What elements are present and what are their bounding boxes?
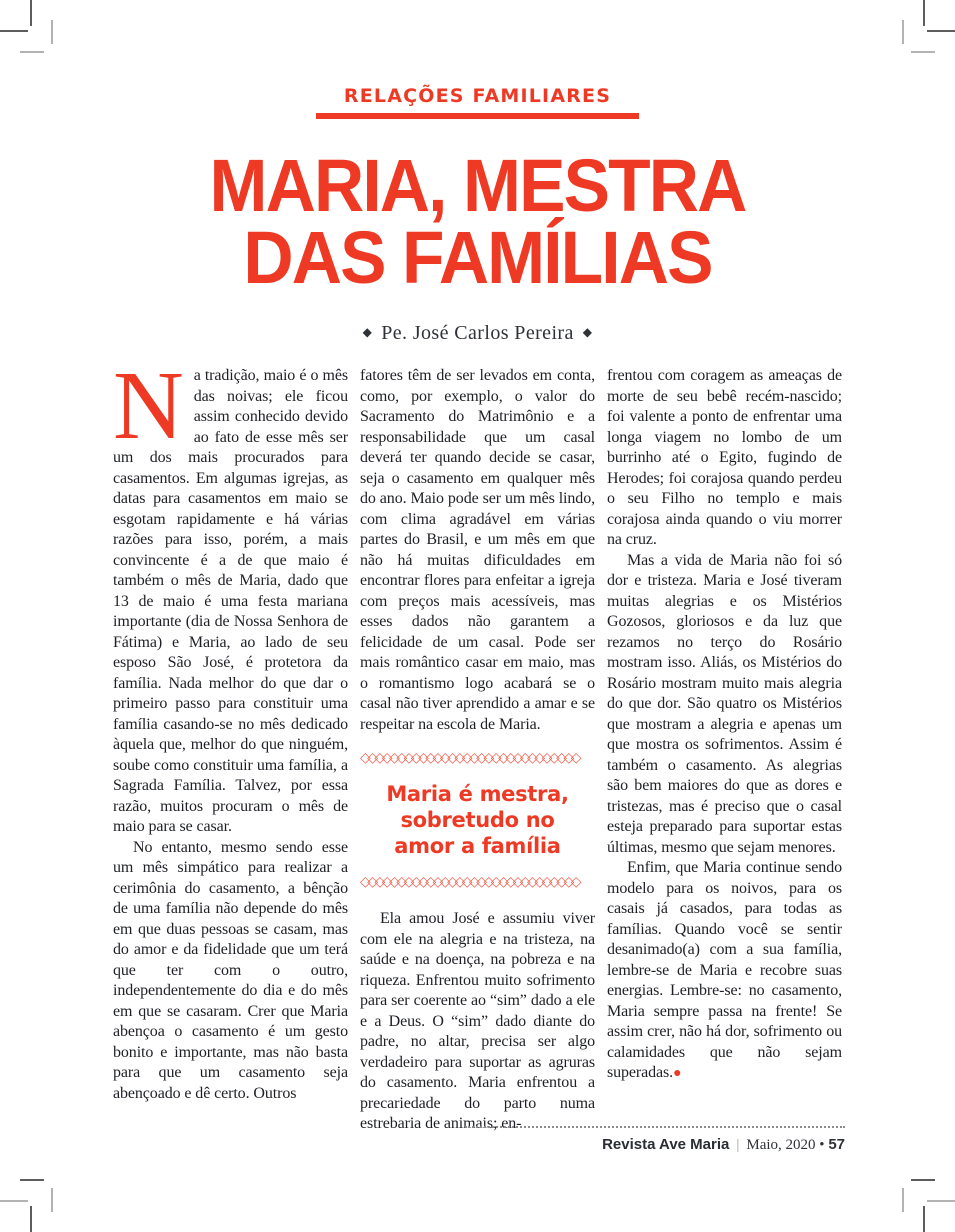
title-line-1: MARIA, MESTRA [209,144,746,227]
article-body [113,352,843,1135]
paragraph [607,858,842,1085]
pull-quote-line: sobretudo no [400,808,555,832]
author-name: Pe. José Carlos Pereira [381,322,574,344]
column-3 [607,366,842,1135]
issue-date: Maio, 2020 [746,1137,816,1153]
paragraph [113,352,348,838]
paragraph: Mas a vida de Maria não foi só dor e tristeza. Maria e José tiveram muitas alegrias e os Mistérios Gozosos, gloriosos e da luz que rezamos no terço do Rosário mostram isso. Aliás, os Mistérios do Rosário mostram muito mais alegria do que dor. São quatro os Mistérios que mostram a alegria e apenas um que mostra os sofrimentos. Assim é também o casamento. As alegrias são bem maiores do que as dores e tristezas, mas é preciso que o casal esteja preparado para suportar estas últimas, mesmo que sejam menores. [607,551,842,856]
column-2 [360,366,595,1135]
section-kicker: RELAÇÕES FAMILIARES [343,85,612,107]
paragraph: Ela amou José e assumiu viver com ele na alegria e na tristeza, na saúde e na doença, na pobreza e na riqueza. Enfrentou muito sofrimento para ser coerente ao “sim” dado a ele e a Deus. O “sim” dado diante do padre, no altar, precisa ser algo verdadeiro para suportar as agruras do casamento. Maria enfrentou a precariedade do parto numa estrebaria de animais; en- [360,910,595,1132]
end-mark: ● [673,1066,682,1081]
diamond-divider: ◇◇◇◇◇◇◇◇◇◇◇◇◇◇◇◇◇◇◇◇◇◇◇◇◇◇◇◇◇◇ [360,875,578,889]
footer-separator: | [736,1137,740,1153]
pull-quote-line: amor a família [394,834,561,858]
page-number: 57 [828,1136,845,1153]
diamond-icon: ◆ [362,325,373,339]
title-line-2: DAS FAMÍLIAS [243,216,712,299]
diamond-divider: ◇◇◇◇◇◇◇◇◇◇◇◇◇◇◇◇◇◇◇◇◇◇◇◇◇◇◇◇◇◇ [360,751,578,765]
footer-bullet: • [819,1137,825,1153]
drop-cap: N [113,352,184,460]
paragraph: fatores têm de ser levados em conta, como, por exemplo, o valor do Sacramento do Matrimônio e a responsabilidade que um casal deverá ter quando decide se casar, seja o casamento em qualquer mês do ano. Maio pode ser um mês lindo, com clima agradável em várias partes do Brasil, e um mês em que não há muitas dificuldades em encontrar flores para enfeitar a igreja com preços mais acessíveis, mas esses dados não garantem a felicidade de um casal. Pode ser mais romântico casar em maio, mas o romantismo logo acabará se o casal não tiver aprendido a amar e se respeitar na escola de Maria. [360,367,595,733]
paragraph: frentou com coragem as ameaças de morte de seu bebê recém-nascido; foi valente a ponto de enfrentar uma longa viagem no lombo de um burrinho até o Egito, fugindo de Herodes; foi corajosa quando perdeu o seu Filho no templo e mais corajosa ainda quando o viu morrer na cruz. [607,367,842,548]
byline [0,320,955,345]
footer-credit [465,1136,845,1154]
article-title [0,144,955,299]
kicker-underline [316,113,639,119]
paragraph-text: Enfim, que Maria continue sendo modelo para os noivos, para os casais já casados, para todas as famílias. Quando você se sentir desanimado(a) com a sua família, lembre-se de Maria e recobre suas energias. Lembre-se: no casamento, Maria sempre passa na frente! Se assim crer, não há dor, sofrimento ou calamidades que não sejam superadas. [607,859,842,1081]
column-1 [113,352,348,1135]
pull-quote-line: Maria é mestra, [386,782,569,806]
magazine-name: Revista Ave Maria [602,1136,730,1153]
paragraph-text: a tradição, maio é o mês das noivas; ele ficou assim conhecido devido ao fato de esse mês ser um dos mais procurados para casamentos. Em algumas igrejas, as datas para casamentos em maio se esgotam rapidamente e há várias razões para isso, porém, a mais convincente é a de que maio é também o mês de Maria, dado que 13 de maio é uma festa mariana importante (dia de Nossa Senhora de Fátima) e Maria, ao lado de seu esposo São José, é protetora da família. Nada melhor do que dar o primeiro passo para constituir uma família casando-se no mês dedicado àquela que, melhor do que ninguém, soube como constituir uma família, a Sagrada Família. Talvez, por essa razão, muitos procuram o mês de maio para se casar. [113,367,348,835]
page-footer [465,1126,845,1154]
paragraph: No entanto, mesmo sendo esse um mês simpático para realizar a cerimônia do casamento, a bênção de uma família não depende do mês em que duas pessoas se casam, mas do amor e da fidelidade que um terá que ter com o outro, independentemente do dia e do mês em que se casaram. Crer que Maria abençoa o casamento é um gesto bonito e importante, mas não basta para que um casamento seja abençoado e dê certo. Outros [113,838,348,1102]
diamond-icon: ◆ [582,325,593,339]
footer-divider [465,1126,845,1128]
pull-quote [360,781,595,859]
